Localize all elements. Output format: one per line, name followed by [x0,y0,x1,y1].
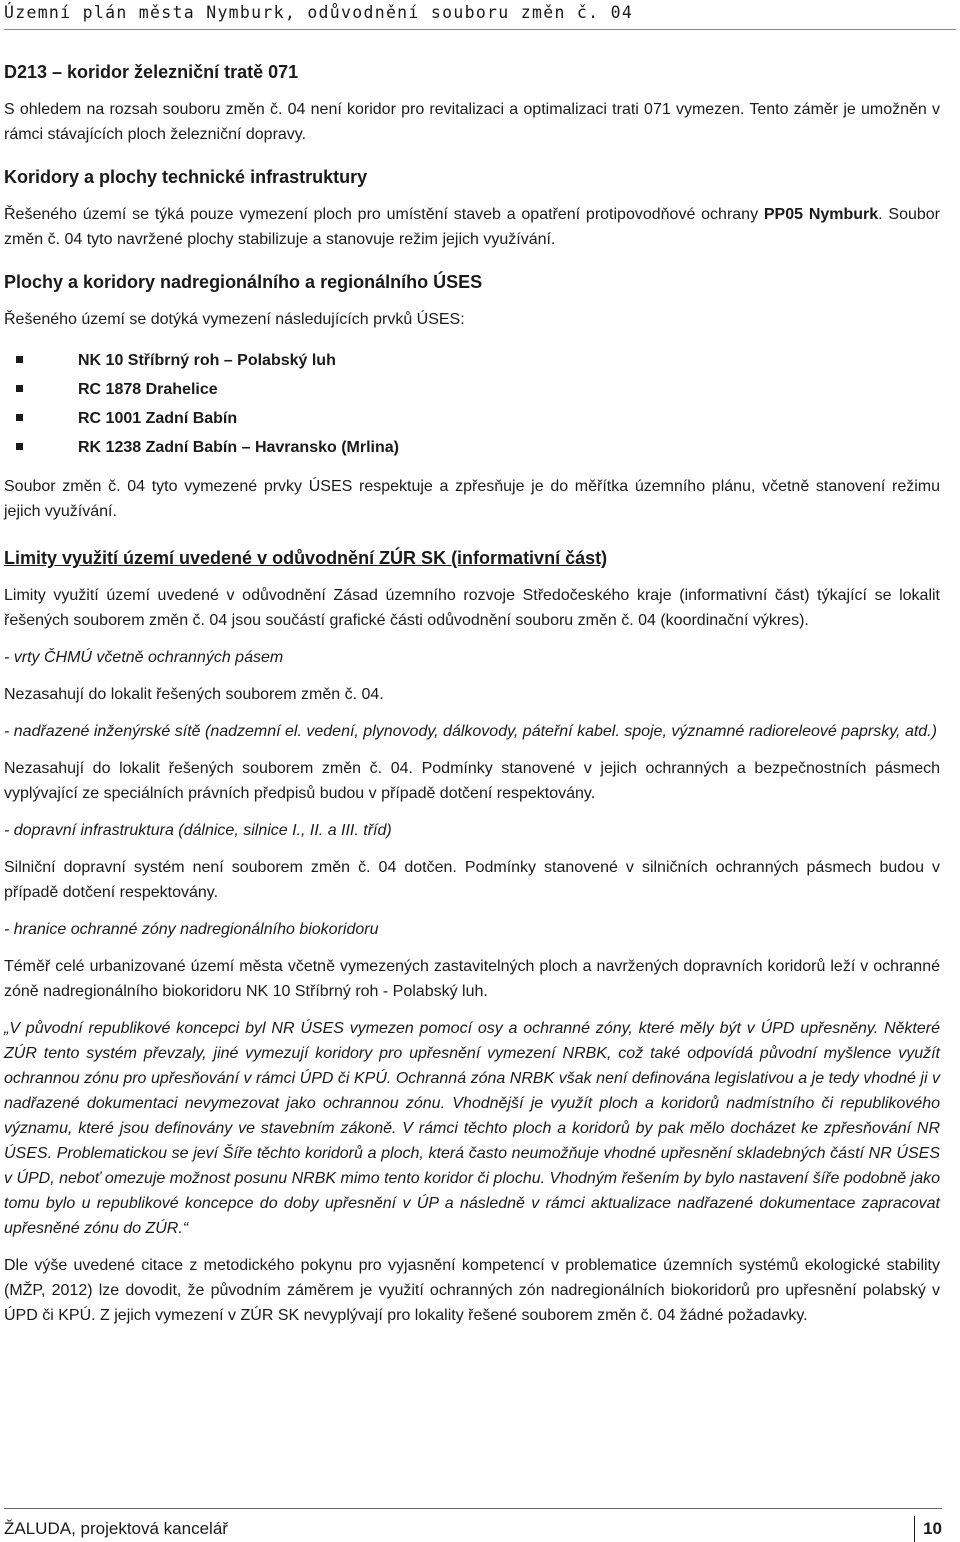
list-item [4,404,940,433]
limits-item1-heading: - vrty ČHMÚ včetně ochranných pásem [4,649,284,666]
limits-item2-text: Nezasahují do lokalit řešených souborem změn č. 04. Podmínky stanovené v jejich ochranných a bezpečnostních pásmech vyplývající ze speciálních právních předpisů budou v případě dotčení respektovány. [4,760,940,802]
footer-rule [4,1508,942,1509]
limits-item4-heading: - hranice ochranné zóny nadregionálního biokoridoru [4,921,379,938]
limits-item2-heading: - nadřazené inženýrské sítě (nadzemní el. vedení, plynovody, dálkovody, páteřní kabel. spoje, významné radioreleové paprsky, atd.) [4,723,937,740]
main-content [4,60,940,1328]
paragraph-uses-intro: Řešeného území se dotýká vymezení následujících prvků ÚSES: [4,311,465,328]
square-bullet-icon [16,414,23,421]
technical-text-b: . Soubor změn č. 04 tyto navržené plochy stabilizuje a stanovuje režim jejich využívání. [4,206,941,248]
limits-item3-heading: - dopravní infrastruktura (dálnice, silnice I., II. a III. tříd) [4,822,392,839]
list-item-label: RC 1001 Zadní Babín [78,410,238,427]
paragraph-d213: S ohledem na rozsah souboru změn č. 04 není koridor pro revitalizaci a optimalizaci trati 071 vymezen. Tento záměr je umožněn v rámci stávajících ploch železniční dopravy. [4,101,940,143]
document-title: Územní plán města Nymburk, odůvodnění souboru změn č. 04 [4,3,634,22]
paragraph-closing: Dle výše uvedené citace z metodického pokynu pro vyjasnění kompetencí v problematice územních systémů ekologické stability (MŽP, 2012) lze dovodit, že původním záměrem je využití ochranných zón nadregionálních biokoridorů pro upřesnění polabský v ÚPD či KPÚ. Z jejich vymezení v ZÚR SK nevyplývají pro lokality řešené souborem změn č. 04 žádné požadavky. [4,1257,940,1324]
technical-text-a: Řešeného území se týká pouze vymezení ploch pro umístění staveb a opatření protipovodňové ochrany [4,206,764,223]
quote-paragraph: „V původní republikové koncepci byl NR ÚSES vymezen pomocí osy a ochranné zóny, které měly být v ÚPD upřesněny. Některé ZÚR tento systém převzaly, jiné vymezují koridory pro upřesnění vymezení NRBK, což také odpovídá původní myšlence využít ochrannou zónu pro upřesňování v rámci ÚPD či KPÚ. Ochranná zóna NRBK však není definována legislativou a je tedy vhodné ji v nadřazené dokumentaci nevymezovat jako ochrannou zónu. Vhodnější je využít ploch a koridorů nadmístního či republikového významu, které jsou definovány ve stavebním zákoně. V rámci těchto ploch a koridorů by pak mělo docházet ke zpřesňování NR ÚSES. Problematickou se jeví Šíře těchto koridorů a ploch, která často neumožňuje vhodné upřesnění skladebných částí NR ÚSES v ÚPD, neboť omezuje možnost posunu NRBK mimo tento koridor či plochu. Vhodným řešením by bylo nastavení šíře podobně jako tomu bylo u republikové koncepce do doby upřesnění v ÚP a následně v rámci aktualizace nadřazené dokumentace zapracovat upřesněné zónu do ZÚR.“ [4,1020,940,1237]
paragraph-technical [4,202,940,252]
list-item-label: RK 1238 Zadní Babín – Havransko (Mrlina) [78,439,399,456]
list-item [4,433,940,462]
section-title-technical: Koridory a plochy technické infrastruktury [4,167,368,187]
limits-item4-text: Téměř celé urbanizované území města včetně vymezených zastavitelných ploch a navržených dopravních koridorů leží v ochranné zóně nadregionálního biokoridoru NK 10 Stříbrný roh - Polabský luh. [4,958,940,1000]
limits-item3-text: Silniční dopravní systém není souborem změn č. 04 dotčen. Podmínky stanovené v silničních ochranných pásmech budou v případě dotčení respektovány. [4,859,940,901]
running-header [4,0,956,30]
footer-organization: ŽALUDA, projektová kancelář [4,1519,228,1538]
uses-list [4,346,940,462]
paragraph-limits-intro: Limity využití území uvedené v odůvodnění Zásad územního rozvoje Středočeského kraje (informativní část) týkající se lokalit řešených souborem změn č. 04 jsou součástí grafické části odůvodnění souboru změn č. 04 (koordinační výkres). [4,587,940,629]
technical-text-bold: PP05 Nymburk [763,206,879,223]
list-item-label: NK 10 Stříbrný roh – Polabský luh [78,352,336,369]
section-title-d213: D213 – koridor železniční tratě 071 [4,62,299,82]
paragraph-uses-outro: Soubor změn č. 04 tyto vymezené prvky ÚSES respektuje a zpřesňuje je do měřítka územního plánu, včetně stanovení režimu jejich využívání. [4,478,940,520]
limits-item1-text: Nezasahují do lokalit řešených souborem změn č. 04. [4,686,384,703]
list-item [4,375,940,404]
page-footer [4,1502,942,1542]
page-number: 10 [914,1516,942,1542]
section-title-limits: Limity využití území uvedené v odůvodnění ZÚR SK (informativní část) [4,548,608,568]
square-bullet-icon [16,385,23,392]
square-bullet-icon [16,356,23,363]
list-item [4,346,940,375]
square-bullet-icon [16,443,23,450]
list-item-label: RC 1878 Drahelice [78,381,218,398]
section-title-uses: Plochy a koridory nadregionálního a regionálního ÚSES [4,272,483,292]
header-rule [4,29,956,30]
